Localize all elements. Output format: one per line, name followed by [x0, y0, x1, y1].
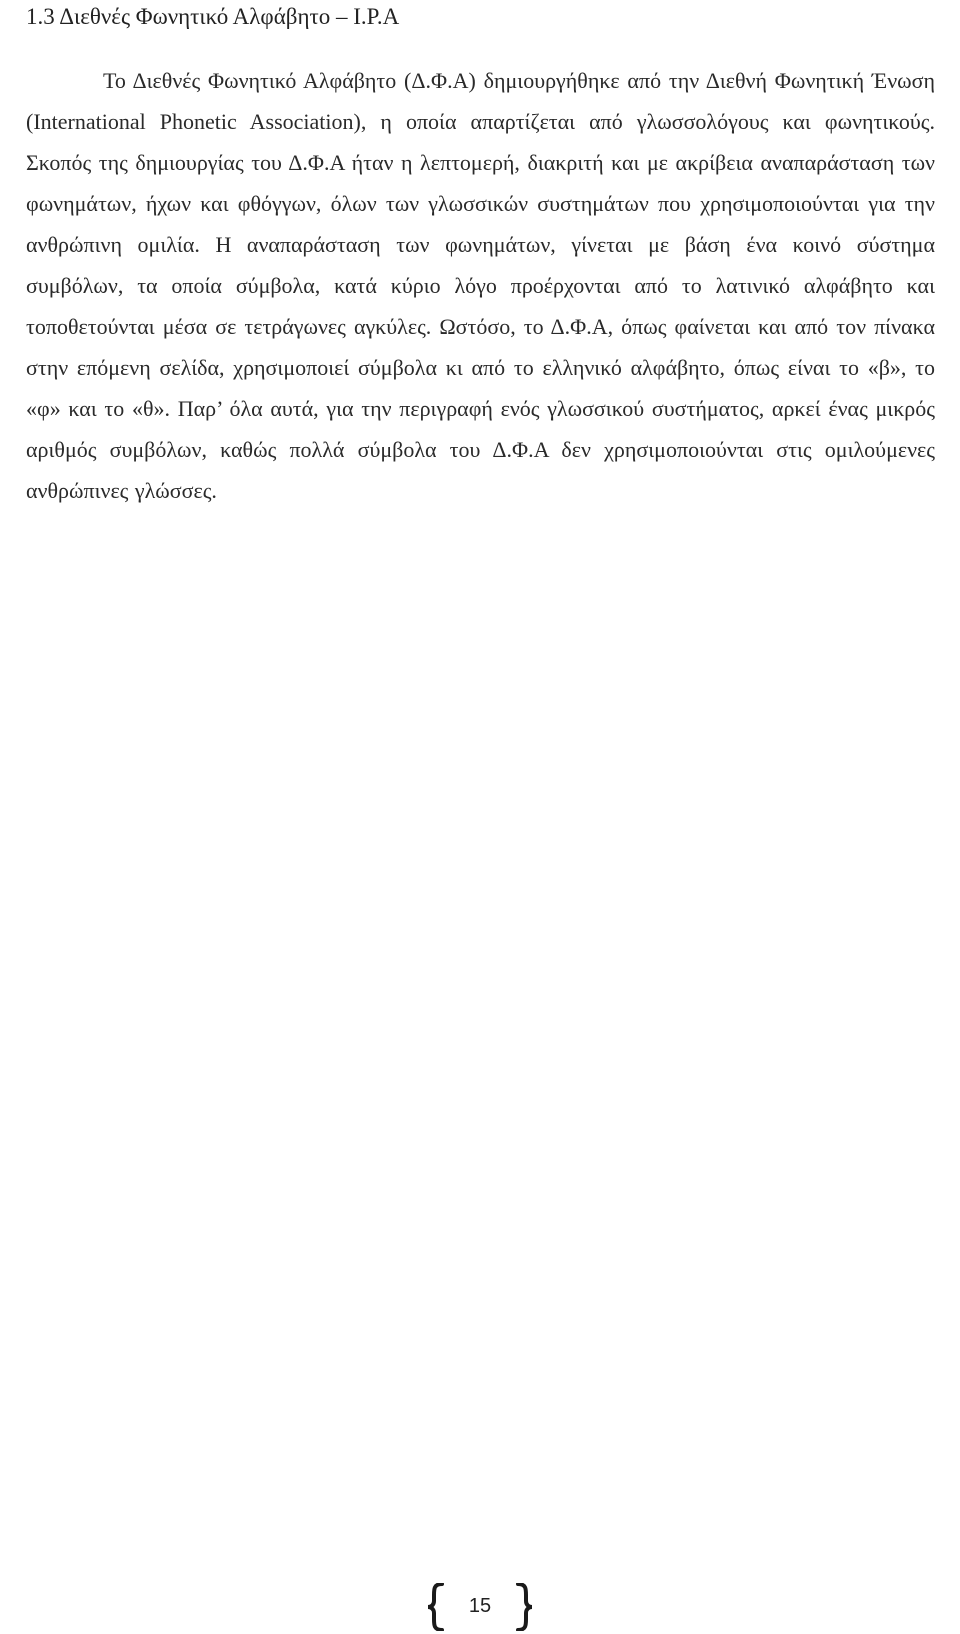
page-number-footer [428, 1583, 532, 1631]
section-heading: 1.3 Διεθνές Φωνητικό Αλφάβητο – Ι.Ρ.Α [26, 4, 400, 29]
body-paragraph-text: Το Διεθνές Φωνητικό Αλφάβητο (Δ.Φ.Α) δημιουργήθηκε από την Διεθνή Φωνητική Ένωση (International Phonetic Association), η οποία απαρτίζεται από γλωσσολόγους και φωνητικούς. Σκοπός της δημιουργίας του Δ.Φ.Α ήταν η λεπτομερή, διακριτή και με ακρίβεια αναπαράσταση των φωνημάτων, ήχων και φθόγγων, όλων των γλωσσικών συστημάτων που χρησιμοποιούνται για την ανθρώπινη ομιλία. Η αναπαράσταση των φωνημάτων, γίνεται με βάση ένα κοινό σύστημα συμβόλων, τα οποία σύμβολα, κατά κύριο λόγο προέρχονται από το λατινικό αλφάβητο και τοποθετούνται μέσα σε τετράγωνες αγκύλες. Ωστόσο, το Δ.Φ.Α, όπως φαίνεται και από τον πίνακα στην επόμενη σελίδα, χρησιμοποιεί σύμβολα κι από το ελληνικό αλφάβητο, όπως είναι το «β», το «φ» και το «θ». Παρ’ όλα αυτά, για την περιγραφή ενός γλωσσικού συστήματος, αρκεί ένας μικρός αριθμός συμβόλων, καθώς πολλά σύμβολα του Δ.Φ.Α δεν χρησιμοποιούνται στις ομιλούμενες ανθρώπινες γλώσσες. [26, 68, 935, 503]
page-number: 15 [468, 1595, 492, 1617]
body-paragraph [26, 60, 935, 511]
